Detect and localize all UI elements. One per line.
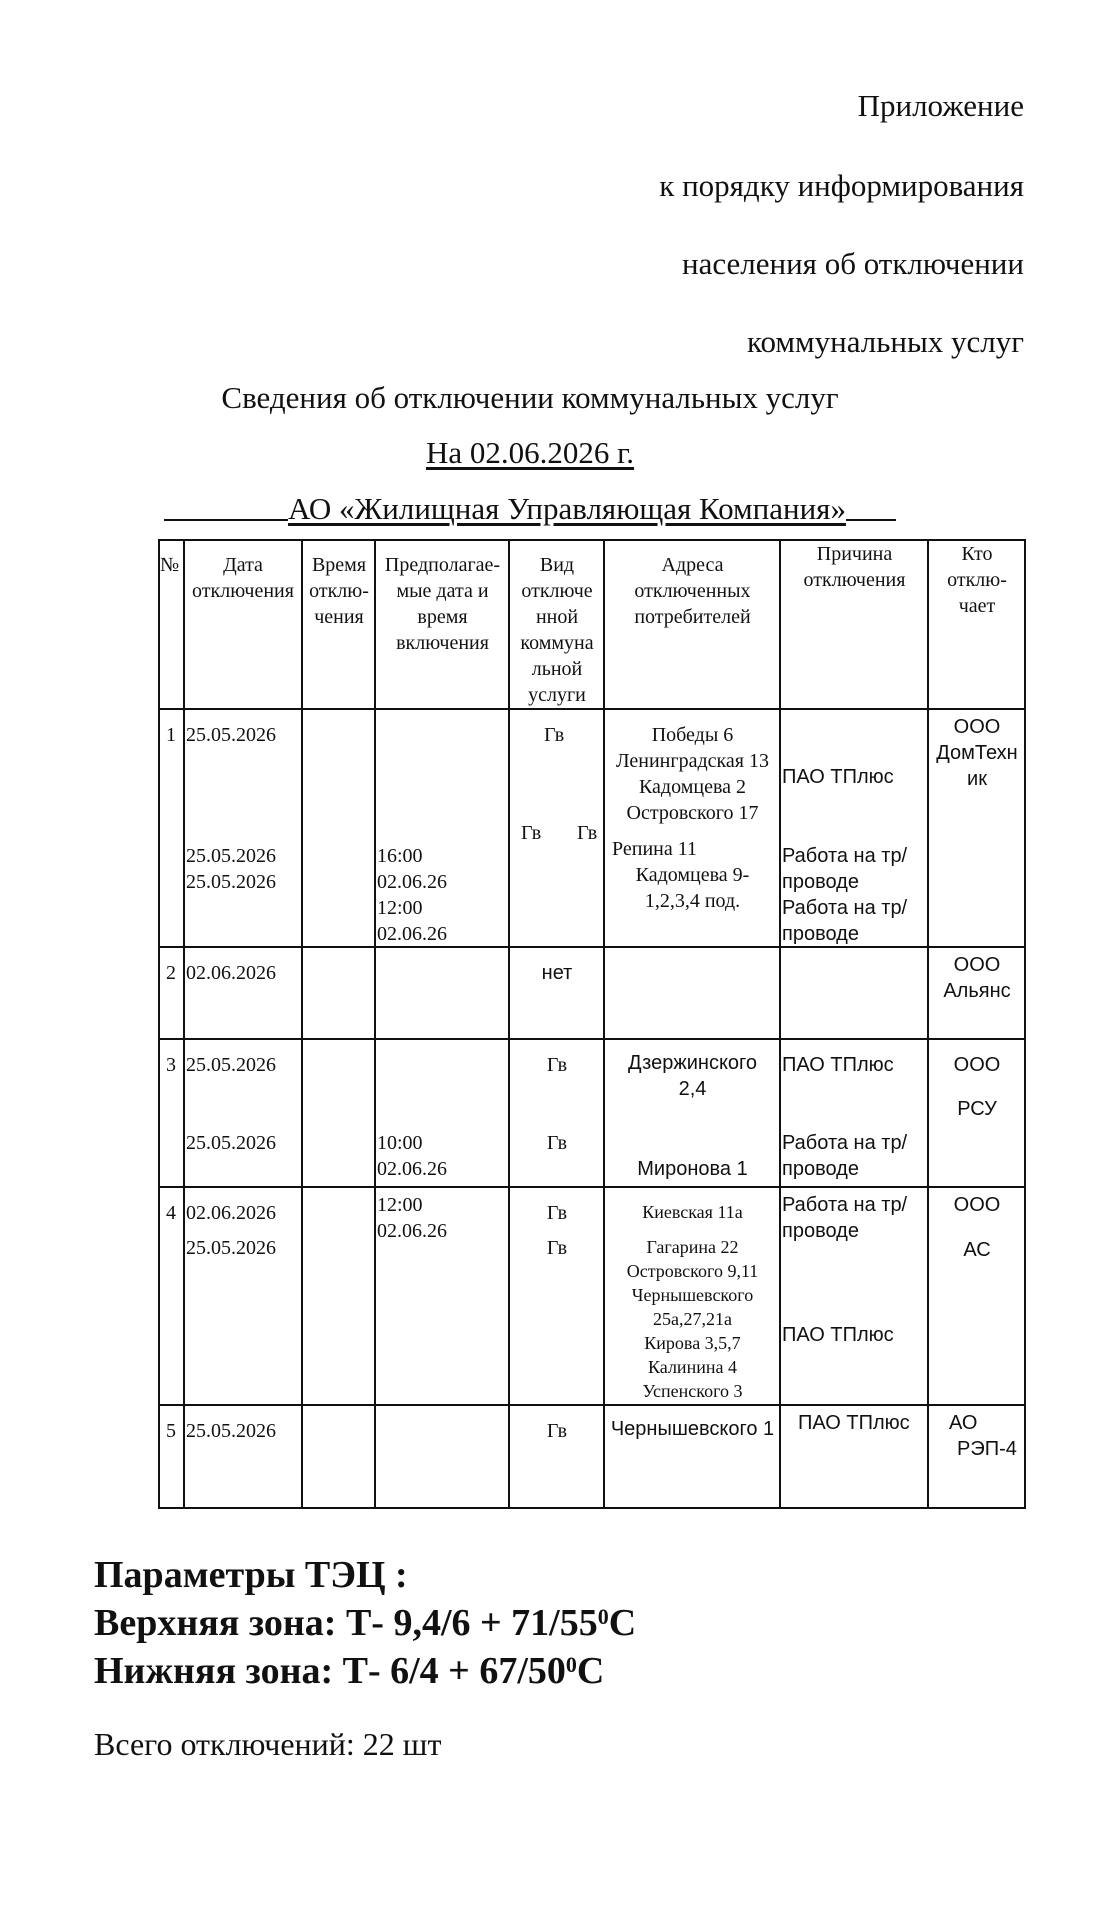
row-1-date: 25.05.2026: [186, 845, 276, 867]
total-outages: Всего отключений: 22 шт: [94, 1726, 442, 1762]
row-3-who: РСУ: [957, 1098, 997, 1120]
header-num: №: [160, 554, 180, 576]
row-1-addresses-b: Кадомцева 9- 1,2,3,4 под.: [635, 864, 750, 912]
header-addresses: Адреса отключенных потребителей: [634, 554, 751, 628]
row-4-date: 25.05.2026: [186, 1237, 276, 1259]
row-3-service: Гв: [546, 1132, 568, 1154]
company-name: АО «Жилищная Управляющая Компания»: [288, 491, 846, 526]
row-1-date: 25.05.2026: [186, 871, 276, 893]
row-5-service: Гв: [546, 1420, 568, 1442]
appendix-line-3: населения об отключении: [682, 246, 1024, 281]
row-1-date: 25.05.2026: [186, 724, 276, 746]
row-3-service: Гв: [546, 1054, 568, 1076]
appendix-line-2: к порядку информирования: [659, 168, 1024, 203]
header-who: Кто отклю- чает: [947, 543, 1007, 617]
header-reason: Причина отключения: [803, 543, 906, 591]
header-time-off: Время отклю- чения: [309, 554, 369, 628]
row-1-service: Гв: [521, 822, 542, 844]
params-lower-zone: Нижняя зона: Т- $6/4 + 67/50^0С$: [94, 1650, 605, 1692]
row-2-service: нет: [541, 962, 573, 984]
row-3-reason: ПАО ТПлюс: [782, 1054, 894, 1076]
row-4-reason-detail: Работа на тр/ проводе: [782, 1194, 908, 1242]
row-1-reason: ПАО ТПлюс: [782, 766, 894, 788]
row-4-date: 02.06.2026: [186, 1202, 276, 1224]
row-4-service: Гв: [546, 1237, 568, 1259]
row-3-who: ООО: [953, 1054, 1001, 1076]
params-heading: Параметры ТЭЦ :: [94, 1554, 408, 1596]
date-line: На 02.06.2026 г.: [425, 435, 635, 470]
document-title: Сведения об отключении коммунальных услуг: [221, 380, 839, 415]
header-date-off: Дата отключения: [192, 554, 294, 602]
row-3-expected: 10:00 02.06.26: [377, 1132, 447, 1180]
row-3-reason-detail: Работа на тр/ проводе: [782, 1132, 908, 1180]
appendix-line-1: Приложение: [857, 88, 1024, 123]
row-5-reason: ПАО ТПлюс: [798, 1412, 910, 1434]
row-5-who: АО РЭП-4: [949, 1412, 1017, 1460]
row-4-reason: ПАО ТПлюс: [782, 1324, 894, 1346]
row-2-who: ООО Альянс: [943, 954, 1011, 1002]
row-5-date: 25.05.2026: [186, 1420, 276, 1442]
row-4-expected: 12:00 02.06.26: [377, 1194, 447, 1242]
row-1-service: Гв: [544, 724, 565, 746]
row-1-addresses-a: Победы 6 Ленинградская 13 Кадомцева 2 Островского 17: [615, 724, 770, 824]
row-5-address: Чернышевского 1: [610, 1418, 775, 1440]
row-3-address: Миронова 1: [637, 1158, 748, 1180]
row-1-num: 1: [166, 724, 176, 746]
header-expected: Предполагае- мые дата и время включения: [384, 554, 501, 654]
row-4-who: АС: [963, 1239, 991, 1261]
row-4-address: Киевская 11а: [642, 1202, 743, 1222]
header-service: Вид отключе нной коммуна льной услуги: [520, 554, 594, 706]
row-3-date: 25.05.2026: [186, 1132, 276, 1154]
row-4-who: ООО: [953, 1194, 1001, 1216]
row-4-addresses: Гагарина 22 Островского 9,11 Чернышевского 25а,27,21а Кирова 3,5,7 Калинина 4 Успенского 3: [626, 1237, 759, 1401]
appendix-line-4: коммунальных услуг: [747, 324, 1024, 359]
row-2-num: 2: [166, 962, 176, 984]
row-2-date: 02.06.2026: [186, 962, 276, 984]
row-3-date: 25.05.2026: [186, 1054, 276, 1076]
row-4-num: 4: [166, 1202, 176, 1224]
row-1-expected: 16:00 02.06.26 12:00 02.06.26: [377, 845, 447, 945]
row-5-num: 5: [166, 1420, 176, 1442]
row-1-address: Репина 11: [612, 838, 697, 860]
params-upper-zone: Верхняя зона: Т- $9,4/6 + 71/55^0С$: [94, 1602, 637, 1644]
row-3-address: Дзержинского 2,4: [627, 1052, 758, 1100]
row-1-service: Гв: [577, 822, 598, 844]
row-3-num: 3: [166, 1054, 176, 1076]
row-4-service: Гв: [546, 1202, 568, 1224]
row-1-who: ООО ДомТехн ик: [936, 716, 1018, 790]
row-1-reason-detail: Работа на тр/ проводе Работа на тр/ проводе: [782, 845, 908, 945]
